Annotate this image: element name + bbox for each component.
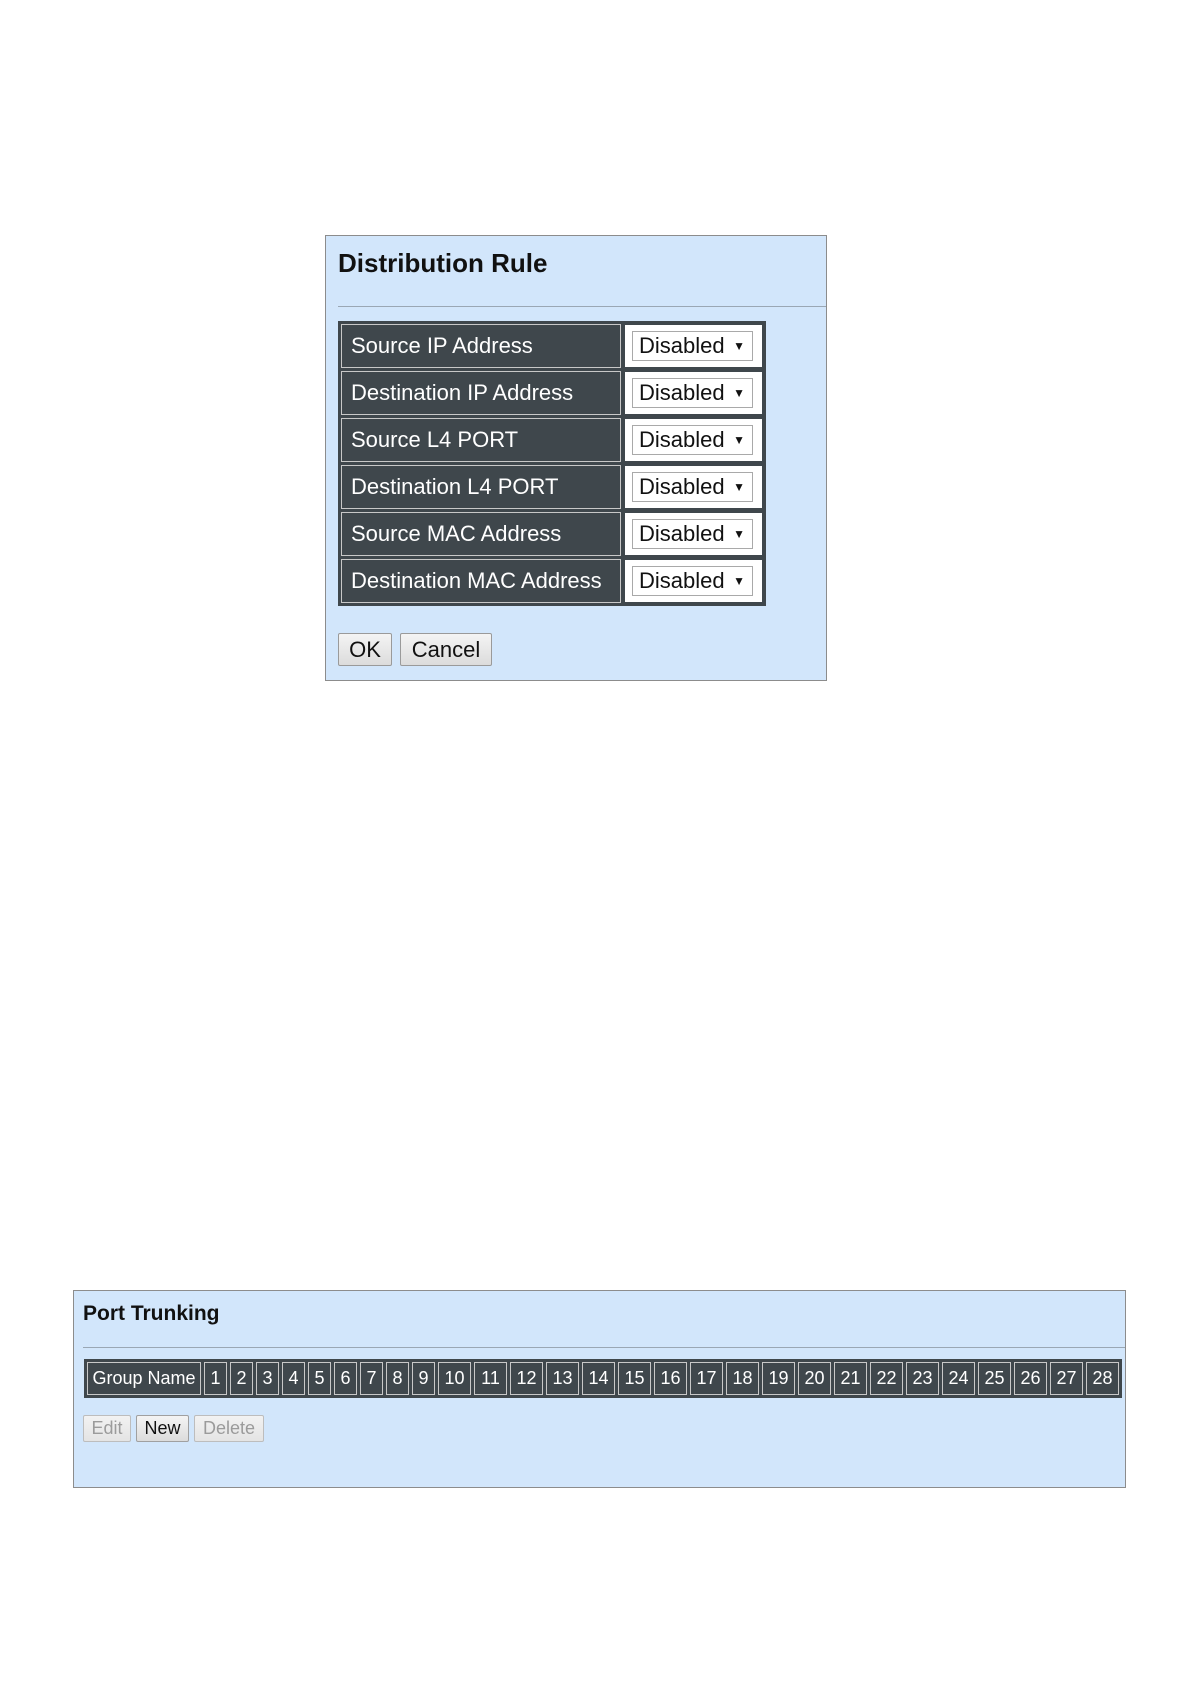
source-mac-select[interactable]: [632, 519, 753, 549]
delete-button[interactable]: Delete: [194, 1415, 264, 1442]
rule-row-source-mac: [341, 512, 763, 556]
chevron-down-icon: ▼: [733, 433, 745, 447]
destination-mac-select[interactable]: [632, 566, 753, 596]
column-header-port: 7: [360, 1362, 383, 1395]
column-header-group-name: Group Name: [87, 1362, 201, 1395]
distribution-rule-panel: [325, 235, 827, 681]
column-header-port: 9: [412, 1362, 435, 1395]
column-header-port: 1: [204, 1362, 227, 1395]
column-header-port: 17: [690, 1362, 723, 1395]
column-header-port: 28: [1086, 1362, 1119, 1395]
destination-l4-port-select[interactable]: [632, 472, 753, 502]
rule-row-destination-mac: [341, 559, 763, 603]
chevron-down-icon: ▼: [733, 386, 745, 400]
column-header-port: 6: [334, 1362, 357, 1395]
rule-row-source-ip: [341, 324, 763, 368]
rule-value-cell: [624, 324, 763, 368]
column-header-port: 24: [942, 1362, 975, 1395]
rule-value-cell: [624, 559, 763, 603]
rule-label: Source L4 PORT: [341, 418, 621, 462]
rule-value-cell: [624, 371, 763, 415]
source-ip-select[interactable]: [632, 331, 753, 361]
select-value: Disabled: [639, 474, 725, 499]
rule-label: Destination MAC Address: [341, 559, 621, 603]
column-header-port: 22: [870, 1362, 903, 1395]
rule-label: Destination IP Address: [341, 371, 621, 415]
rule-label: Source MAC Address: [341, 512, 621, 556]
divider: [338, 306, 826, 307]
destination-ip-select[interactable]: [632, 378, 753, 408]
column-header-port: 19: [762, 1362, 795, 1395]
chevron-down-icon: ▼: [733, 574, 745, 588]
rule-value-cell: [624, 512, 763, 556]
cancel-button[interactable]: Cancel: [400, 633, 492, 666]
column-header-port: 23: [906, 1362, 939, 1395]
distribution-rule-table: [338, 321, 766, 606]
chevron-down-icon: ▼: [733, 480, 745, 494]
port-trunking-table-header: [84, 1359, 1122, 1398]
column-header-port: 5: [308, 1362, 331, 1395]
column-header-port: 3: [256, 1362, 279, 1395]
chevron-down-icon: ▼: [733, 527, 745, 541]
column-header-port: 25: [978, 1362, 1011, 1395]
column-header-port: 2: [230, 1362, 253, 1395]
port-trunking-panel: [73, 1290, 1126, 1488]
select-value: Disabled: [639, 333, 725, 358]
rule-row-destination-ip: [341, 371, 763, 415]
chevron-down-icon: ▼: [733, 339, 745, 353]
select-value: Disabled: [639, 521, 725, 546]
ok-button[interactable]: OK: [338, 633, 392, 666]
rule-row-destination-l4-port: [341, 465, 763, 509]
edit-button[interactable]: Edit: [83, 1415, 131, 1442]
panel-title: Port Trunking: [83, 1302, 220, 1325]
column-header-port: 13: [546, 1362, 579, 1395]
column-header-port: 12: [510, 1362, 543, 1395]
column-header-port: 11: [474, 1362, 507, 1395]
column-header-port: 27: [1050, 1362, 1083, 1395]
source-l4-port-select[interactable]: [632, 425, 753, 455]
column-header-port: 21: [834, 1362, 867, 1395]
column-header-port: 4: [282, 1362, 305, 1395]
rule-label: Source IP Address: [341, 324, 621, 368]
select-value: Disabled: [639, 568, 725, 593]
column-header-port: 8: [386, 1362, 409, 1395]
column-header-port: 18: [726, 1362, 759, 1395]
rule-row-source-l4-port: [341, 418, 763, 462]
column-header-port: 16: [654, 1362, 687, 1395]
rule-value-cell: [624, 418, 763, 462]
column-header-port: 15: [618, 1362, 651, 1395]
new-button[interactable]: New: [136, 1415, 189, 1442]
divider: [83, 1347, 1125, 1348]
panel-title: Distribution Rule: [338, 248, 548, 278]
rule-label: Destination L4 PORT: [341, 465, 621, 509]
column-header-port: 20: [798, 1362, 831, 1395]
column-header-port: 10: [438, 1362, 471, 1395]
column-header-port: 26: [1014, 1362, 1047, 1395]
select-value: Disabled: [639, 427, 725, 452]
rule-value-cell: [624, 465, 763, 509]
select-value: Disabled: [639, 380, 725, 405]
column-header-port: 14: [582, 1362, 615, 1395]
